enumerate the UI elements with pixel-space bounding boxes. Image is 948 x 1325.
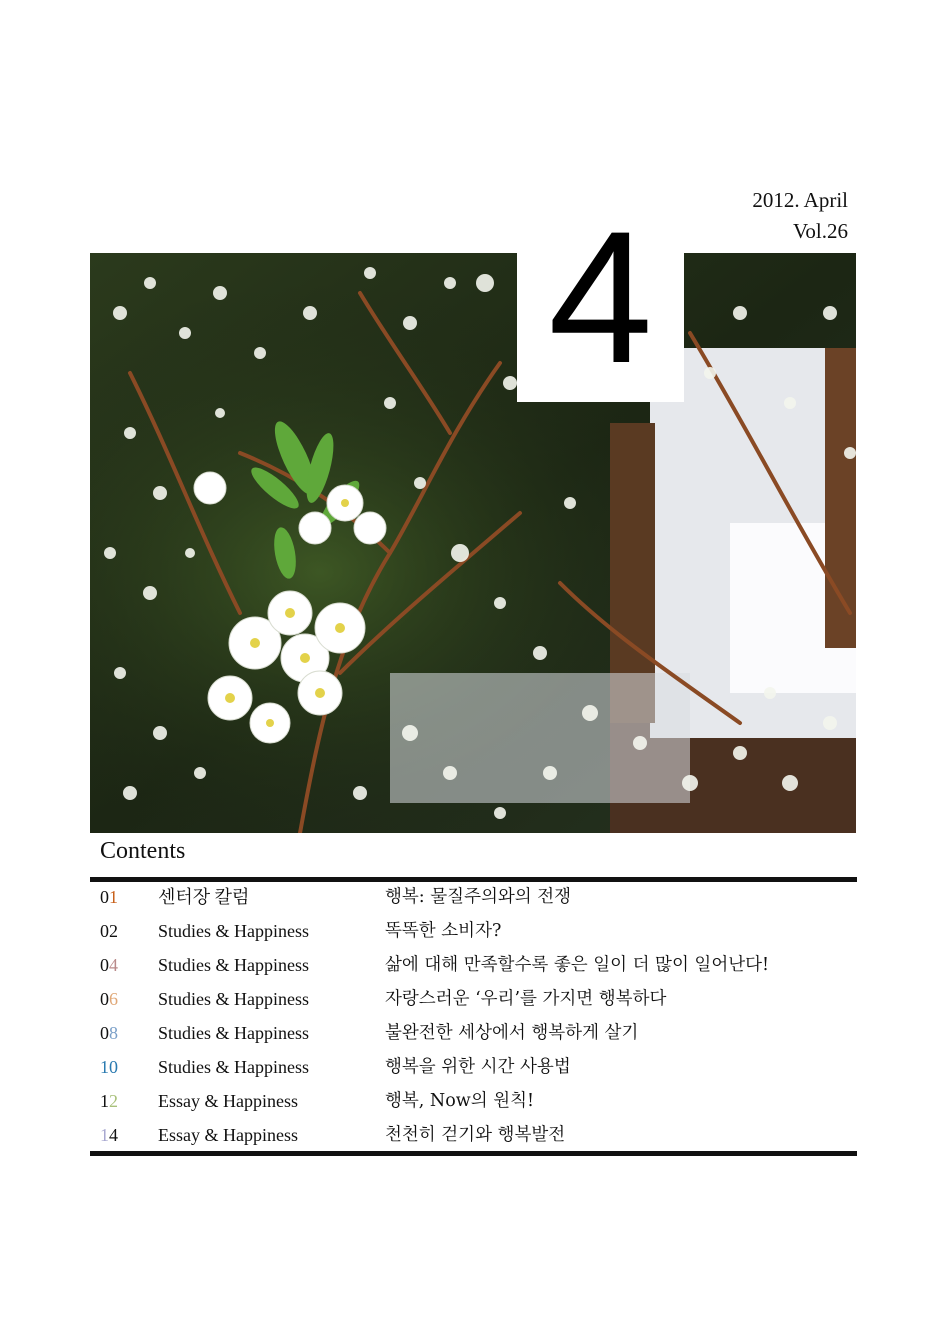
toc-item[interactable] (100, 1050, 857, 1084)
toc-page-number: 04 (100, 955, 118, 975)
toc-title: 똑똑한 소비자? (385, 921, 502, 941)
toc-title: 행복: 물질주의와의 전쟁 (385, 887, 572, 907)
toc-title: 불완전한 세상에서 행복하게 살기 (385, 1023, 639, 1043)
month-number-box (517, 192, 684, 402)
toc-item[interactable] (100, 982, 857, 1016)
toc-section: Essay & Happiness (158, 1125, 298, 1145)
toc-title: 삶에 대해 만족할수록 좋은 일이 더 많이 일어난다! (385, 955, 770, 975)
toc-page-number-accent: 4 (109, 955, 118, 975)
toc-title: 행복, Now의 원칙! (385, 1091, 535, 1111)
toc-title: 행복을 위한 시간 사용법 (385, 1057, 571, 1077)
toc-section: Studies & Happiness (158, 1057, 309, 1077)
toc-section: Studies & Happiness (158, 1023, 309, 1043)
toc-item[interactable] (100, 948, 857, 982)
contents-bottom-rule (90, 1151, 857, 1156)
spring-blossom-photo (90, 253, 856, 833)
month-number: 4 (548, 192, 653, 402)
contents-heading: Contents (100, 838, 186, 864)
issue-date-block (752, 185, 848, 247)
toc-page-number-accent: 6 (109, 989, 118, 1009)
toc-title: 자랑스러운 ‘우리’를 가지면 행복하다 (385, 989, 667, 1009)
toc-page-number-accent: 2 (109, 1091, 118, 1111)
table-of-contents (100, 880, 857, 1152)
toc-page-number: 12 (100, 1091, 118, 1111)
toc-page-number-accent: 2 (109, 921, 118, 941)
toc-page-number: 10 (100, 1057, 118, 1077)
toc-title: 천천히 걷기와 행복발전 (385, 1125, 566, 1145)
toc-item[interactable] (100, 1016, 857, 1050)
toc-section: Studies & Happiness (158, 955, 309, 975)
toc-section: Essay & Happiness (158, 1091, 298, 1111)
toc-page-number: 01 (100, 887, 118, 907)
toc-item[interactable] (100, 880, 857, 914)
toc-page-number-accent: 8 (109, 1023, 118, 1043)
toc-section: Studies & Happiness (158, 989, 309, 1009)
toc-section: 센터장 칼럼 (158, 887, 250, 907)
toc-item[interactable] (100, 1084, 857, 1118)
issue-date: 2012. April (752, 188, 848, 212)
toc-page-number: 02 (100, 921, 118, 941)
issue-volume: Vol.26 (792, 219, 848, 243)
toc-page-number-accent: 1 (109, 887, 118, 907)
cover-photo (90, 253, 856, 833)
toc-page-number: 08 (100, 1023, 118, 1043)
toc-section: Studies & Happiness (158, 921, 309, 941)
toc-item[interactable] (100, 1118, 857, 1152)
toc-page-number-accent: 0 (109, 1057, 118, 1077)
toc-page-number: 14 (100, 1125, 118, 1145)
toc-item[interactable] (100, 914, 857, 948)
toc-page-number-accent: 4 (109, 1125, 118, 1145)
toc-page-number: 06 (100, 989, 118, 1009)
